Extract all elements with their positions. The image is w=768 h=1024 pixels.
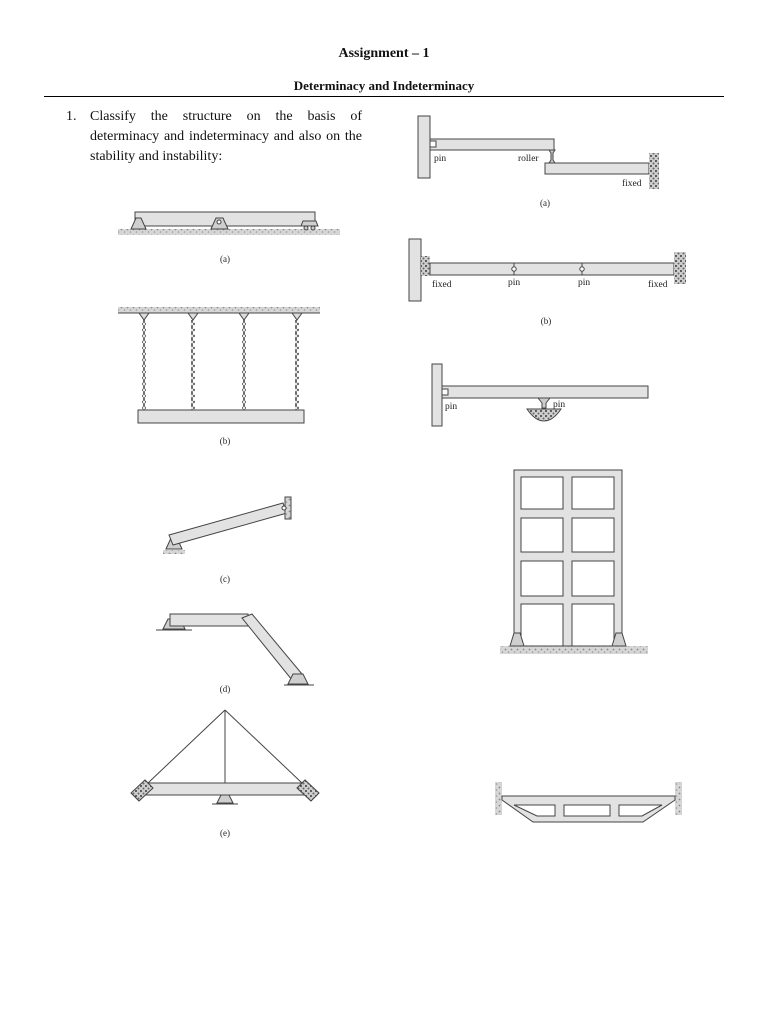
label-pin: pin (508, 278, 521, 288)
figure-right-a (418, 116, 659, 208)
wall (675, 782, 682, 815)
label-fixed: fixed (648, 280, 668, 290)
figure-left-d (156, 614, 314, 694)
caption-left-a: (a) (220, 254, 230, 264)
upper-beam (430, 139, 554, 150)
fixed-support (421, 256, 430, 276)
beam-segment (430, 263, 514, 275)
roller-connector (549, 150, 555, 163)
figure-left-e (131, 710, 319, 838)
cable (148, 710, 225, 783)
beam (138, 410, 304, 423)
caption-left-d: (d) (219, 684, 231, 694)
fixed-wall (649, 153, 659, 189)
chain (191, 320, 195, 410)
lower-beam (545, 163, 649, 174)
caption-left-c: (c) (220, 574, 230, 584)
beam (442, 386, 648, 398)
caption-left-b: (b) (219, 436, 231, 446)
label-pin: pin (578, 278, 591, 288)
pin-support (538, 398, 550, 408)
caption-right-a: (a) (540, 198, 550, 208)
figure-left-b (118, 307, 320, 446)
figure-right-c (432, 364, 648, 426)
pin-joint (512, 267, 516, 271)
chain (242, 320, 246, 410)
figure-right-b (409, 239, 686, 326)
question-number: 1. (66, 109, 77, 124)
pin-joint (580, 267, 584, 271)
beam-segment (514, 263, 582, 275)
chain (142, 320, 146, 410)
figure-left-a (118, 212, 340, 264)
ground-mound (527, 409, 561, 421)
label-roller: roller (518, 154, 539, 164)
cable (225, 710, 302, 783)
assignment-subtitle: Determinacy and Indeterminacy (293, 78, 475, 93)
chain (295, 320, 299, 410)
wall (418, 116, 430, 178)
wall (495, 782, 502, 815)
wall (409, 239, 421, 301)
pin-support (217, 795, 233, 803)
horizontal-member (170, 614, 248, 626)
ground (500, 646, 648, 654)
caption-right-b: (b) (540, 316, 552, 326)
figure-right-e (495, 782, 682, 822)
ceiling (118, 307, 320, 313)
figure-left-c (163, 497, 291, 584)
inclined-member (169, 503, 287, 545)
label-pin: pin (445, 402, 458, 412)
label-pin: pin (553, 400, 566, 410)
figure-right-d (500, 470, 648, 654)
question-text: Classify the structure on the basis of determinacy and indeterminacy and also on the stability and instability: (90, 109, 362, 164)
beam (146, 783, 304, 795)
fixed-wall (674, 252, 686, 284)
inclined-member (242, 614, 302, 680)
wall (432, 364, 442, 426)
label-fixed: fixed (432, 280, 452, 290)
assignment-title: Assignment – 1 (338, 46, 430, 61)
beam-segment (582, 263, 674, 275)
label-fixed: fixed (622, 179, 642, 189)
roller-support (304, 226, 308, 230)
caption-left-e: (e) (220, 828, 230, 838)
label-pin: pin (434, 154, 447, 164)
